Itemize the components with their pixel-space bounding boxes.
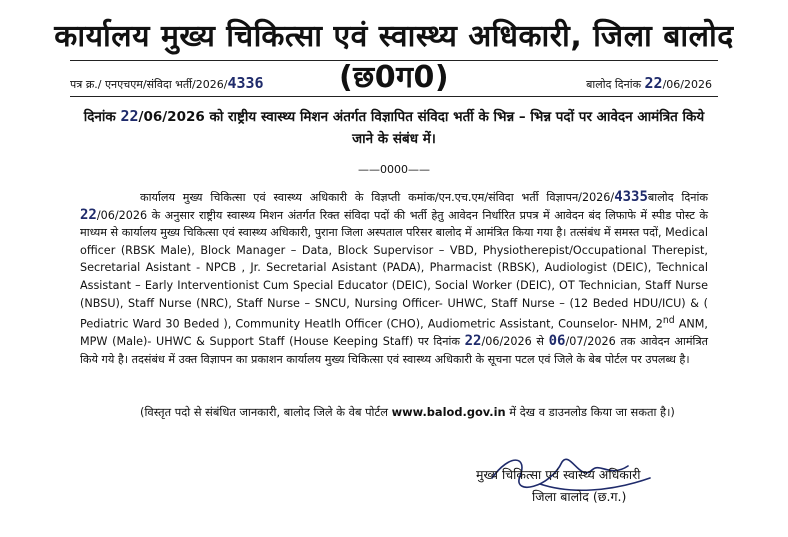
handwritten-day: 22	[464, 333, 482, 350]
office-title: कार्यालय मुख्य चिकित्सा एवं स्वास्थ्य अधिकारी, जिला बालोद (छ0ग0)	[54, 19, 734, 95]
website-note: (विस्तृत पदो से संबंधित जानकारी, बालोद जिले के वेब पोर्टल www.balod.gov.in में देख व डाउनलोड किया जा सकता है।)	[140, 405, 675, 419]
handwritten-day: 22	[80, 206, 97, 223]
header-rule	[70, 60, 718, 61]
signature-block	[420, 454, 680, 504]
handwritten-day: 06	[548, 333, 566, 350]
subject: दिनांक 22/06/2026 को राष्ट्रीय स्वास्थ्य मिशन अंतर्गत विज्ञापित संविदा भर्ती के भिन्न – भिन्न पदों पर आवेदन आमंत्रित किये जाने के संबंध में।	[83, 107, 705, 147]
signatory-district: जिला बालोद (छ.ग.)	[532, 489, 627, 504]
handwritten-ad-number: 4335	[614, 189, 648, 205]
letter-number: पत्र क्र./ एनएचएम/संविदा भर्ती/2026/4336	[70, 74, 264, 92]
letter-date: बालोद दिनांक 22/06/2026	[586, 74, 712, 92]
body-paragraph: कार्यालय मुख्य चिकित्सा एवं स्वास्थ्य अधिकारी के विज्ञप्ती कमांक/एन.एच.एम/संविदा भर्ती विज्ञापन/2026/4335बालोद दिनांक 22/06/2026 के अनुसार राष्ट्रीय स्वास्थ्य मिशन अंतर्गत रिक्त संविदा पदों की भर्ती हेतु आवेदन निर्धारित प्रपत्र में आवेदन बंद लिफाफे में स्पीड पोस्ट के माध्यम से कार्यालय मुख्य चिकित्सा एवं स्वास्थ्य अधिकारी, पुराना जिला अस्पताल परिसर बालोद में आमंत्रित किया गया है। तत्संबंध में समस्त पदों, Medical officer (RBSK Male), Block Manager – Data, Block Supervisor – VBD, Physiotherepist/Occupational Therepist, Secretarial Asistant - NPCB , Jr. Secretarial Asistant (PADA), Pharmacist (RBSK), Audiologist (DEIC), Technical Assistant – Early Interventionist Cum Special Educator (DEIC), Social Worker (DEIC), OT Technician, Staff Nurse (NBSU), Staff Nurse (NRC), Staff Nurse – SNCU, Nursing Officer- UHWC, Staff Nurse – (12 Beded HDU/ICU) & ( Pediatric Ward 30 Beded ), Community Heatlh Officer (CHO), Audiometric Assistant, Counselor- NHM, 2nd ANM, MPW (Male)- UHWC & Support Staff (House Keeping Staff) पर दिनांक 22/06/2026 से 06/07/2026 तक आवेदन आमंत्रित किये गये है। तदसंबंध में उक्त विज्ञापन का प्रकाशन कार्यालय मुख्य चिकित्सा एवं स्वास्थ्य अधिकारी के सूचना पटल एवं जिले के बेब पोर्टल पर उपलब्ध है।	[80, 189, 708, 367]
handwritten-letter-number: 4336	[227, 74, 264, 92]
reference-line	[70, 74, 718, 92]
handwritten-day: 22	[120, 107, 139, 125]
website-link[interactable]: www.balod.gov.in	[391, 405, 506, 419]
signatory-designation: मुख्य चिकित्सा एवं स्वास्थ्य अधिकारी	[476, 467, 641, 482]
separator: ——0000——	[358, 163, 430, 176]
handwritten-day: 22	[644, 74, 663, 92]
reference-rule	[70, 96, 718, 97]
